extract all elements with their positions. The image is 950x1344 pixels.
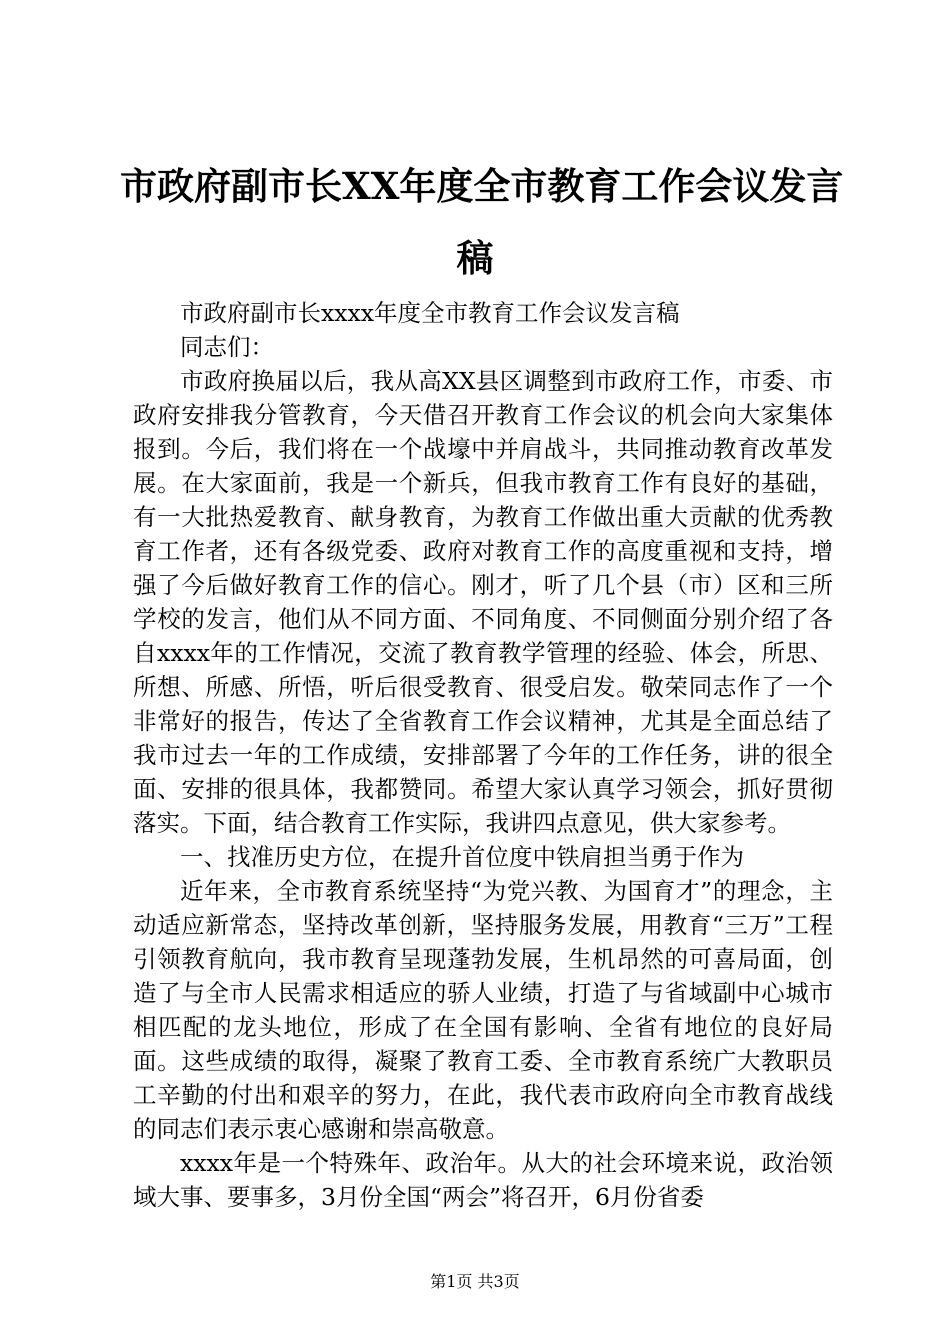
document-title-line-2: 稿 xyxy=(456,236,494,280)
paragraph-subtitle: 市政府副市长xxxx年度全市教育工作会议发言稿 xyxy=(180,299,680,327)
page-number-footer: 第1页 共3页 xyxy=(430,1272,520,1291)
document-body xyxy=(133,296,833,1214)
paragraph-achievements: 近年来，全市教育系统坚持“为党兴教、为国育才”的理念，主动适应新常态，坚持改革创新，坚持服务发展，用教育“三万”工程引领教育航向，我市教育呈现蓬勃发展，生机昂然的可喜局面，创造了与全市人民需求相适应的骄人业绩，打造了与省域副中心城市相匹配的龙头地位，形成了在全国有影响、全省有地位的良好局面。这些成绩的取得，凝聚了教育工委、全市教育系统广大教职员工辛勤的付出和艰辛的努力，在此，我代表市政府向全市教育战线的同志们表示衷心感谢和崇高敬意。 xyxy=(133,877,833,1143)
document-title-line-1: 市政府副市长XX年度全市教育工作会议发言 xyxy=(120,164,844,208)
paragraph-introduction: 市政府换届以后，我从高XX县区调整到市政府工作，市委、市政府安排我分管教育，今天借召开教育工作会议的机会向大家集体报到。今后，我们将在一个战壕中并肩战斗，共同推动教育改革发展。在大家面前，我是一个新兵，但我市教育工作有良好的基础，有一大批热爱教育、献身教育，为教育工作做出重大贡献的优秀教育工作者，还有各级党委、政府对教育工作的高度重视和支持，增强了今后做好教育工作的信心。刚才，听了几个县（市）区和三所学校的发言，他们从不同方面、不同角度、不同侧面分别介绍了各自xxxx年的工作情况，交流了教育教学管理的经验、体会，所思、所想、所感、所悟，听后很受教育、很受启发。敬荣同志作了一个非常好的报告，传达了全省教育工作会议精神，尤其是全面总结了我市过去一年的工作成绩，安排部署了今年的工作任务，讲的很全面、安排的很具体，我都赞同。希望大家认真学习领会，抓好贯彻落实。下面，结合教育工作实际，我讲四点意见，供大家参考。 xyxy=(133,367,833,837)
section-heading-1: 一、找准历史方位，在提升首位度中铁肩担当勇于作为 xyxy=(180,843,744,871)
paragraph-salutation: 同志们： xyxy=(180,333,274,361)
paragraph-special-year: xxxx年是一个特殊年、政治年。从大的社会环境来说，政治领域大事、要事多，3月份全国“两会”将召开，6月份省委 xyxy=(133,1149,833,1211)
